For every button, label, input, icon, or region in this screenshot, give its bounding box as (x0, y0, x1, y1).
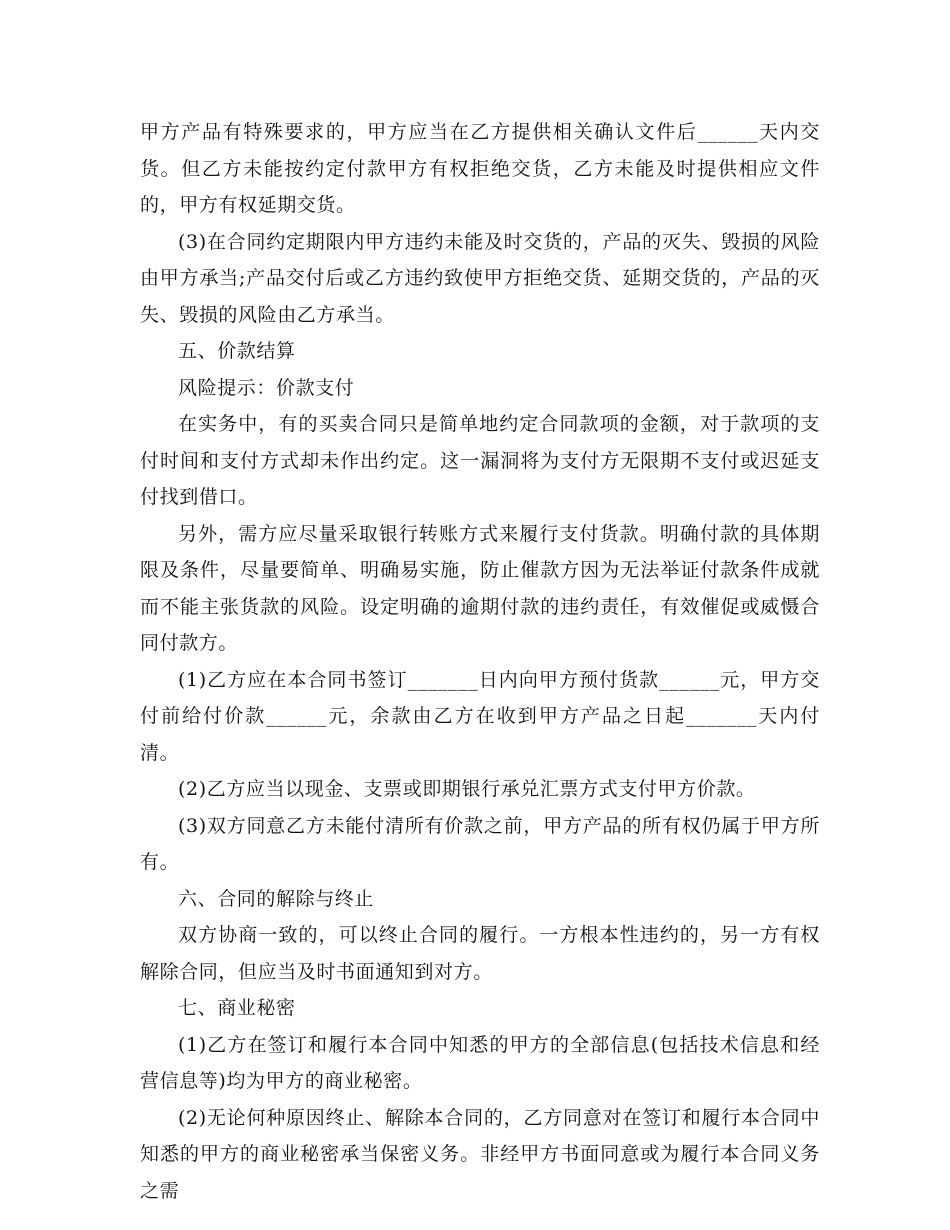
clause-secret-1: (1)乙方在签订和履行本合同中知悉的甲方的全部信息(包括技术信息和经营信息等)均为甲方的商业秘密。 (140, 1033, 820, 1092)
section-heading-termination: 六、合同的解除与终止 (178, 887, 375, 910)
document-body (140, 114, 820, 1209)
clause-payment-1: (1)乙方应在本合同书签订_______日内向甲方预付货款______元，甲方交付前给付价款______元，余款由乙方在收到甲方产品之日起_______天内付清。 (140, 668, 820, 764)
paragraph-bank-transfer: 另外，需方应尽量采取银行转账方式来履行支付货款。明确付款的具体期限及条件，尽量要简单、明确易实施，防止催款方因为无法举证付款条件成就而不能主张货款的风险。设定明确的逾期付款的违约责任，有效催促或威慑合同付款方。 (140, 522, 820, 654)
paragraph-payment-practice: 在实务中，有的买卖合同只是简单地约定合同款项的金额，对于款项的支付时间和支付方式却未作出约定。这一漏洞将为支付方无限期不支付或迟延支付找到借口。 (140, 413, 820, 508)
paragraph-termination: 双方协商一致的，可以终止合同的履行。一方根本性违约的，另一方有权解除合同，但应当及时书面通知到对方。 (140, 924, 820, 983)
clause-secret-2: (2)无论何种原因终止、解除本合同的，乙方同意对在签订和履行本合同中知悉的甲方的商业秘密承当保密义务。非经甲方书面同意或为履行本合同义务之需 (140, 1106, 820, 1202)
section-heading-payment: 五、价款结算 (178, 340, 296, 362)
clause-payment-3: (3)双方同意乙方未能付清所有价款之前，甲方产品的所有权仍属于甲方所有。 (140, 814, 820, 873)
risk-tip-heading: 风险提示：价款支付 (178, 376, 355, 399)
clause-payment-2: (2)乙方应当以现金、支票或即期银行承兑汇票方式支付甲方价款。 (178, 778, 756, 800)
paragraph-delivery-special: 甲方产品有特殊要求的，甲方应当在乙方提供相关确认文件后______天内交货。但乙方未能按约定付款甲方有权拒绝交货，乙方未能及时提供相应文件的，甲方有权延期交货。 (140, 121, 820, 216)
section-heading-trade-secret: 七、商业秘密 (178, 997, 296, 1019)
paragraph-risk-transfer: (3)在合同约定期限内甲方违约未能及时交货的，产品的灭失、毁损的风险由甲方承当;产品交付后或乙方违约致使甲方拒绝交货、延期交货的，产品的灭失、毁损的风险由乙方承当。 (140, 230, 820, 326)
